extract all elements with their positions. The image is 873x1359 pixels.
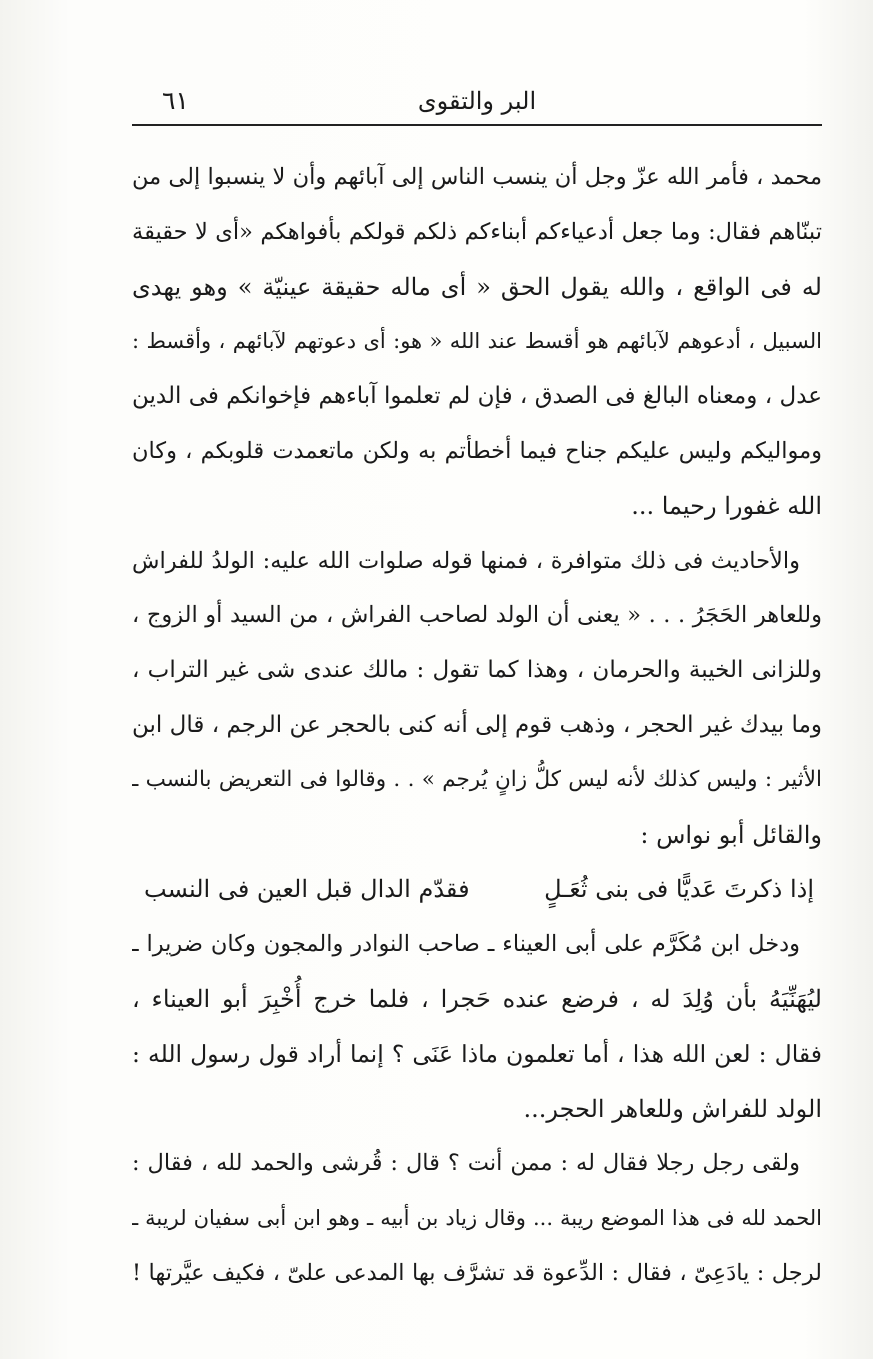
text-line: والقائل أبو نواس : bbox=[640, 820, 822, 849]
poem-verse bbox=[132, 862, 822, 917]
text-line: وللزانى الخيبة والحرمان ، وهذا كما تقول : مالك عندى شى غير التراب ، bbox=[132, 657, 822, 684]
body-text bbox=[132, 150, 822, 1301]
text-line: ودخل ابن مُكَرَّم على أبى العيناء ـ صاحب النوادر والمجون وكان ضريرا ـ bbox=[132, 931, 800, 958]
text-line: والأحاديث فى ذلك متوافرة ، فمنها قوله صلوات الله عليه: الولدُ للفراش bbox=[132, 547, 800, 574]
text-line: محمد ، فأمر الله عزّ وجل أن ينسب الناس إلى آبائهم وأن لا ينسبوا إلى من bbox=[132, 164, 822, 190]
running-title: البر والتقوى bbox=[417, 87, 537, 115]
text-line: الله غفورا رحيما ... bbox=[631, 491, 822, 520]
header-rule bbox=[132, 124, 822, 126]
text-line: فقال : لعن الله هذا ، أما تعلمون ماذا عَنَى ؟ إنما أراد قول رسول الله : bbox=[132, 1039, 822, 1068]
text-line: عدل ، ومعناه البالغ فى الصدق ، فإن لم تعلموا آباءهم فإخوانكم فى الدين bbox=[132, 383, 822, 410]
text-line: الأثير : وليس كذلك لأنه ليس كلُّ زانٍ يُرجم » . . وقالوا فى التعريض بالنسب ـ bbox=[132, 766, 822, 792]
text-line: وللعاهر الحَجَرُ . . . « يعنى أن الولد لصاحب الفراش ، من السيد أو الزوج ، bbox=[132, 602, 822, 629]
verse-second-hemistich: فقدّم الدال قبل العين فى النسب bbox=[144, 875, 470, 904]
text-line: له فى الواقع ، والله يقول الحق « أى ماله حقيقة عينيّة » وهو يهدى bbox=[132, 272, 822, 301]
page-number: ٦١ bbox=[162, 86, 189, 115]
text-line: تبنّاهم فقال: وما جعل أدعياءكم أبناءكم ذلكم قولكم بأفواهكم «أى لا حقيقة bbox=[132, 218, 822, 245]
text-line: الولد للفراش وللعاهر الحجر... bbox=[523, 1094, 822, 1123]
verse-first-hemistich: إذا ذكرتَ عَديًّا فى بنى ثُعَـلٍ bbox=[544, 875, 814, 904]
text-line: وما بيدك غير الحجر ، وذهب قوم إلى أنه كنى بالحجر عن الرجم ، قال ابن bbox=[132, 711, 822, 738]
text-line: الحمد لله فى هذا الموضع ريبة ... وقال زياد بن أبيه ـ وهو ابن أبى سفيان لريبة ـ bbox=[132, 1206, 822, 1231]
text-line: ولقى رجل رجلا فقال له : ممن أنت ؟ قال : قُرشى والحمد لله ، فقال : bbox=[132, 1150, 800, 1177]
page-header bbox=[132, 84, 822, 124]
text-line: السبيل ، أدعوهم لآبائهم هو أقسط عند الله « هو: أى دعوتهم لآبائهم ، وأقسط : bbox=[132, 329, 822, 354]
text-line: ليُهَنِّيَهُ بأن وُلِدَ له ، فرضع عنده حَجرا ، فلما خرج أُخْبِرَ أبو العيناء ، bbox=[132, 984, 822, 1013]
text-line: لرجل : يادَعِىّ ، فقال : الدِّعوة قد تشرَّف بها المدعى علىّ ، فكيف عيَّرتها ! bbox=[132, 1259, 822, 1286]
text-line: ومواليكم وليس عليكم جناح فيما أخطأتم به ولكن ماتعمدت قلوبكم ، وكان bbox=[132, 437, 822, 464]
